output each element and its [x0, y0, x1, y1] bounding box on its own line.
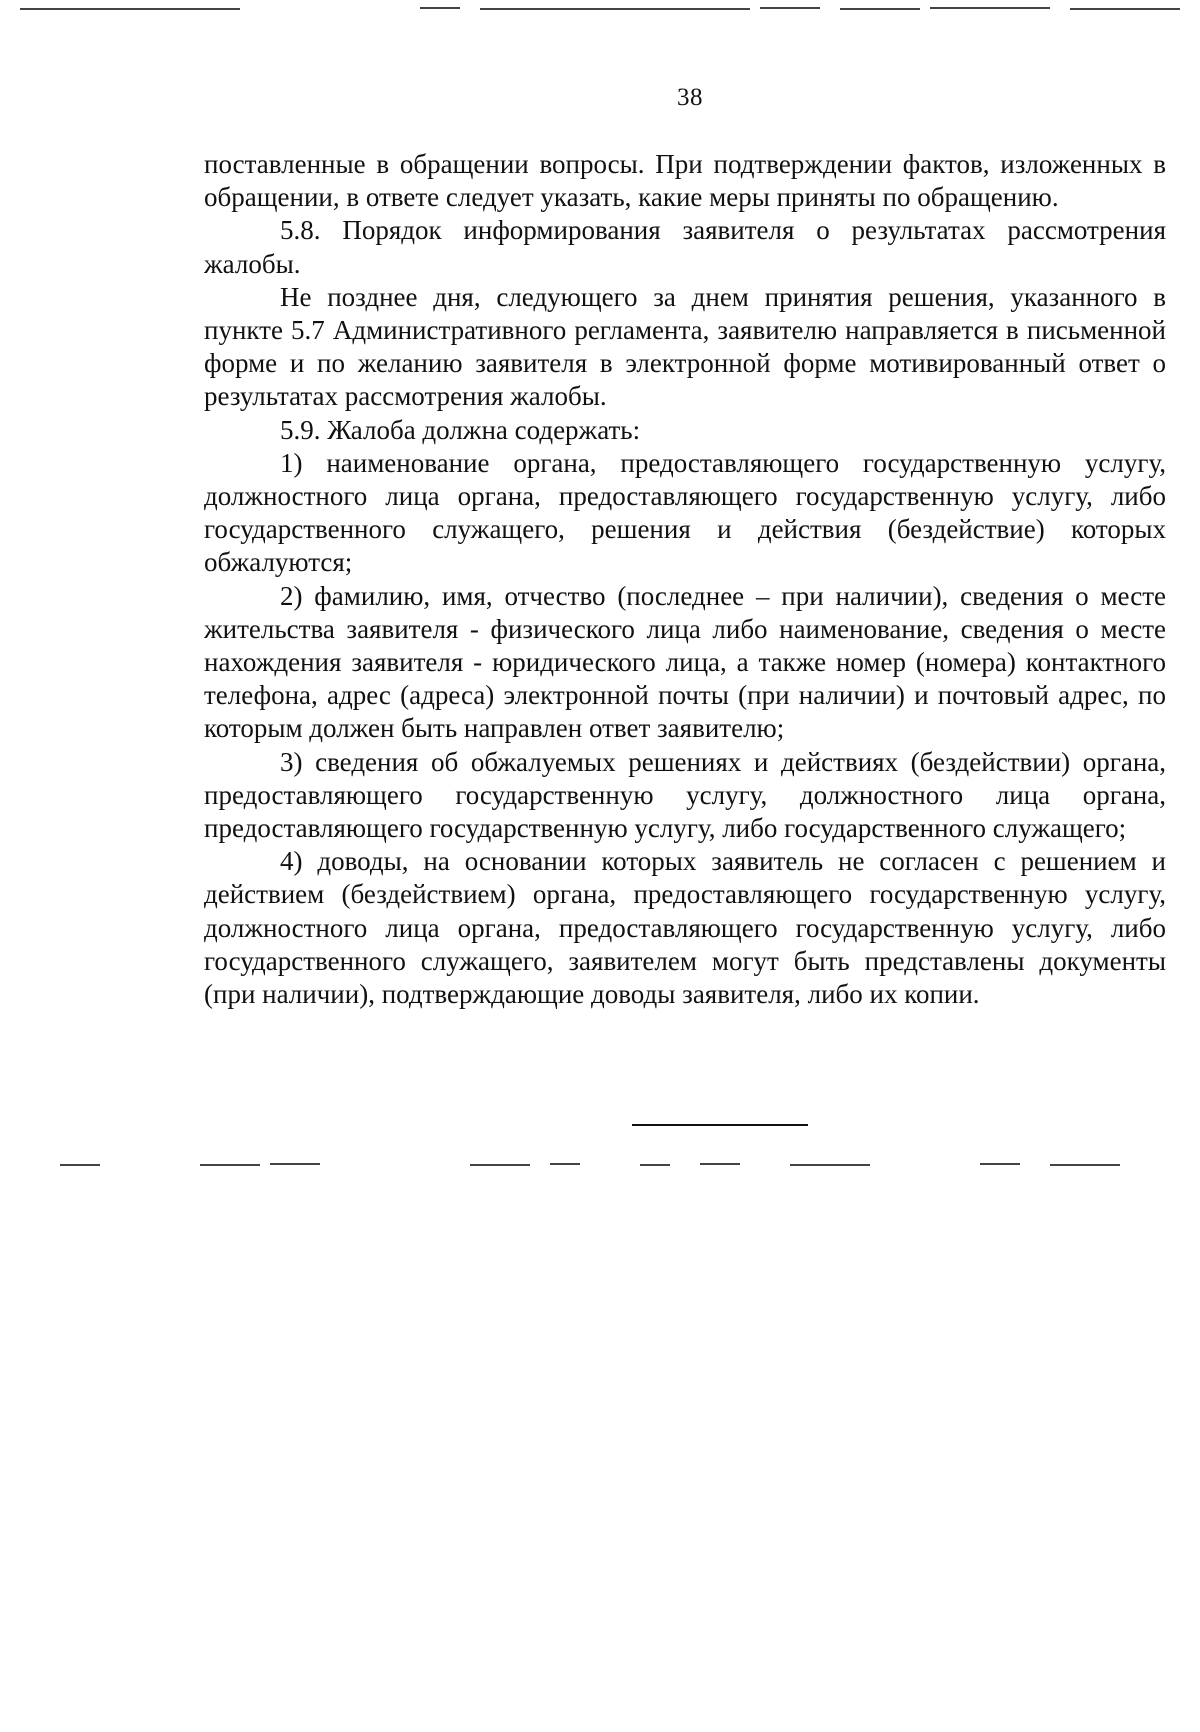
list-item-4: 4) доводы, на основании которых заявитель не согласен с решением и действием (бездействием) органа, предоставляющего государственную услугу, должностного лица органа, предоставляющего государственную услугу, либо государственного служащего, заявителем могут быть представлены документы (при наличии), подтверждающие доводы заявителя, либо их копии.: [204, 846, 1166, 1010]
end-of-text-rule: [632, 1124, 808, 1126]
scan-edge-bottom: [0, 1162, 1200, 1166]
document-body: [204, 148, 1166, 1011]
list-item-1: 1) наименование органа, предоставляющего государственную услугу, должностного лица органа, предоставляющего государственную услугу, либо государственного служащего, решения и действия (бездействие) которых обжалуются;: [204, 447, 1166, 578]
paragraph-clause-5-8: 5.8. Порядок информирования заявителя о результатах рассмотрения жалобы.: [204, 215, 1166, 279]
paragraph-clause-5-9: 5.9. Жалоба должна содержать:: [280, 414, 641, 445]
scan-edge-top: [0, 6, 1200, 10]
list-item-2: 2) фамилию, имя, отчество (последнее – при наличии), сведения о месте жительства заявителя - физического лица либо наименование, сведения о месте нахождения заявителя - юридического лица, а также номер (номера) контактного телефона, адрес (адреса) электронной почты (при наличии) и почтовый адрес, по которым должен быть направлен ответ заявителю;: [204, 580, 1166, 744]
list-item-3: 3) сведения об обжалуемых решениях и действиях (бездействии) органа, предоставляющего государственную услугу, должностного лица органа, предоставляющего государственную услугу, либо государственного служащего;: [204, 746, 1166, 844]
paragraph-clause-5-8-body: Не позднее дня, следующего за днем принятия решения, указанного в пункте 5.7 Административного регламента, заявителю направляется в письменной форме и по желанию заявителя в электронной форме мотивированный ответ о результатах рассмотрения жалобы.: [204, 281, 1166, 412]
paragraph-continuation: поставленные в обращении вопросы. При подтверждении фактов, изложенных в обращении, в ответе следует указать, какие меры приняты по обращению.: [204, 149, 1166, 213]
page-number: 38: [677, 84, 703, 111]
